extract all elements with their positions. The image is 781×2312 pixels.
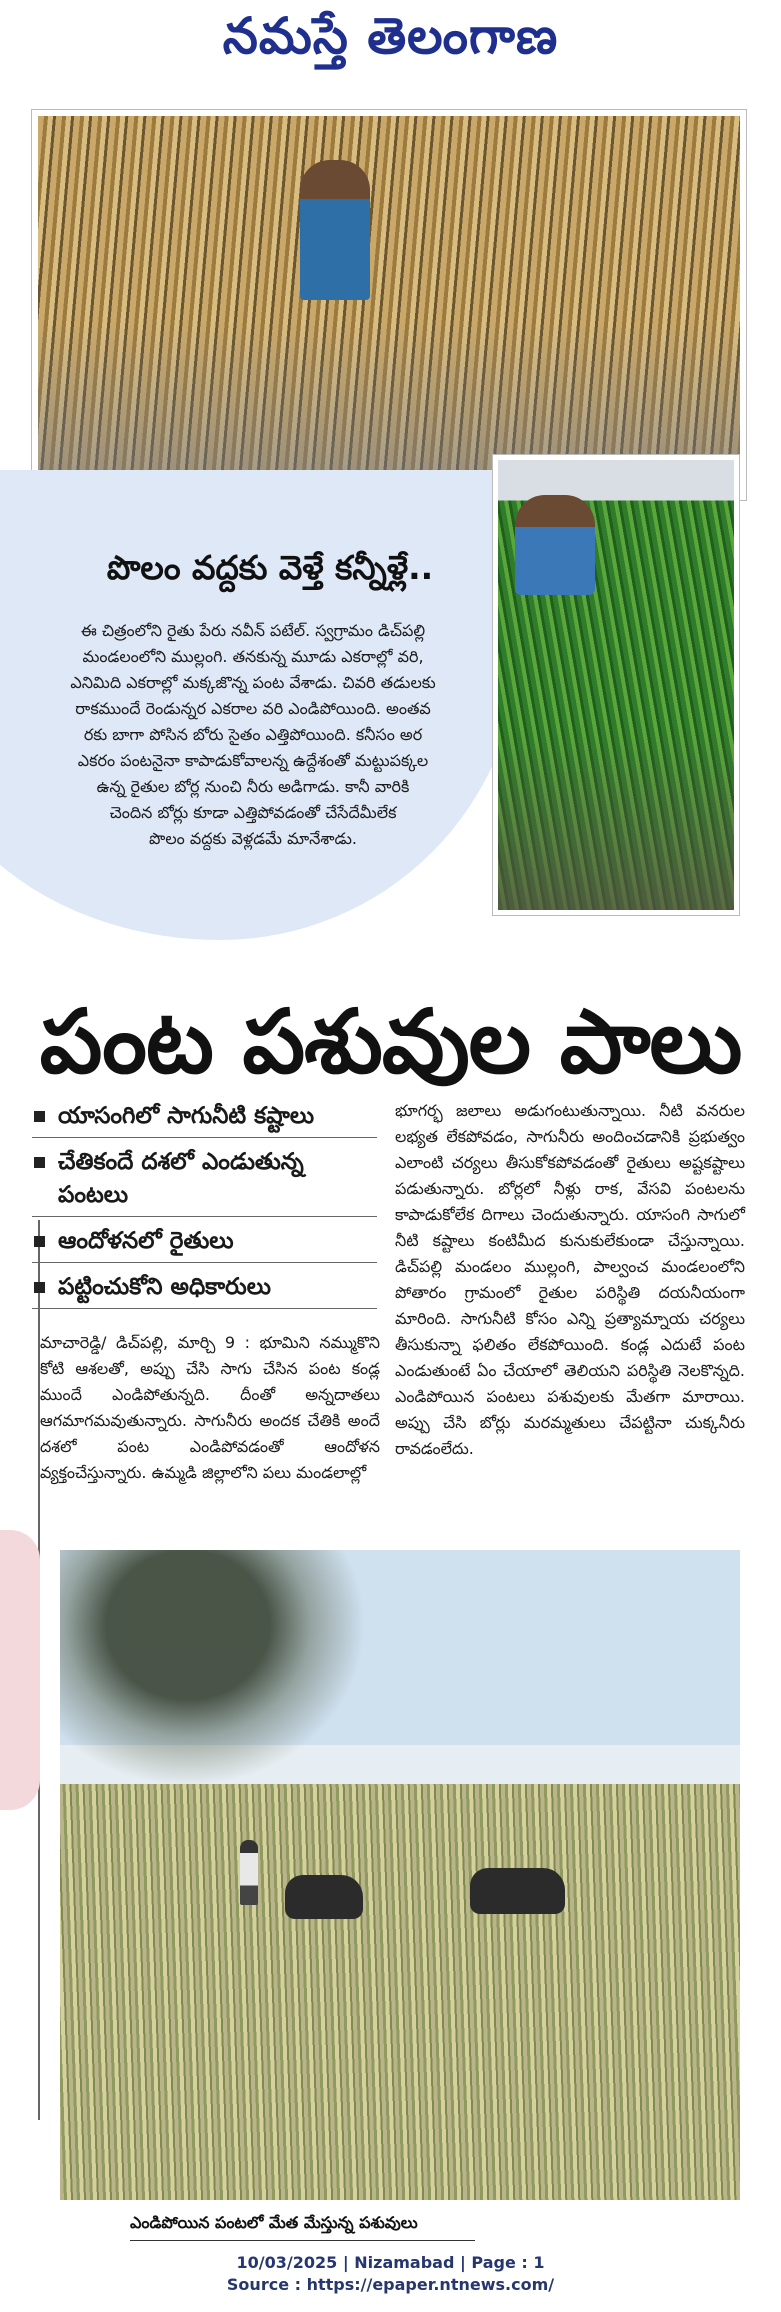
- adjacent-article-photo-edge: [0, 1530, 40, 1810]
- footer-date-edition: 10/03/2025 | Nizamabad | Page : 1: [236, 2253, 545, 2272]
- bullet-text: పట్టించుకోని అధికారులు: [58, 1274, 271, 1300]
- caption-line: పొలం వద్దకు వెళ్లడమే మానేశాడు.: [149, 829, 357, 848]
- square-bullet-icon: [34, 1157, 45, 1168]
- article-column-2: భూగర్భ జలాలు అడుగంటుతున్నాయి. నీటి వనరుల లభ్యత లేకపోవడం, సాగునీరు అందించడానికి ప్రభుత్వం ఎలాంటి చర్యలు తీసుకోకపోవడంతో రైతులు అష్టకష్టాలు పడుతున్నారు. బోర్లలో నీళ్లు రాక, వేసవి పంటలను కాపాడుకోలేక దిగాలు చెందుతున్నారు. యాసంగి సాగులో నీటి కష్టాలు కంటిమీద కునుకులేకుండా చేస్తున్నాయి. డిచ్‌పల్లి మండలం ముల్లంగి, పాల్వంచ మండలంలోని పోతారం గ్రామంలో రైతుల పరిస్థితి దయనీయంగా మారింది. సాగునీటి కోసం ఎన్ని ప్రత్యామ్నాయ చర్యలు తీసుకున్నా ఫలితం లేకపోయింది. కండ్ల ఎదుటే పంట ఎండుతుంటే ఏం చేయాలో తెలియని పరిస్థితి నెలకొన్నది. ఎండిపోయిన పంటలు పశువులకు మేతగా మారాయి. అప్పు చేసి బోర్లు మరమ్మతులు చేపట్టినా చుక్కనీరు రావడంలేదు.: [395, 1101, 745, 1458]
- subcaption-underline: [130, 2240, 475, 2241]
- bullet-item: [32, 1100, 377, 1138]
- caption-line: మండలంలోని ముల్లంగి. తనకున్న మూడు ఎకరాల్లో వరి,: [82, 647, 424, 666]
- tree-silhouette: [60, 1550, 380, 1800]
- caption-line: రాకముందే రెండున్నర ఎకరాల వరి ఎండిపోయింది. అంతవ: [75, 699, 431, 718]
- caption-line: ఈ చిత్రంలోని రైతు పేరు నవీన్ పటేల్. స్వగ్రామం డిచ్‌పల్లి: [80, 621, 426, 640]
- page-footer: [0, 2252, 781, 2296]
- footer-source[interactable]: Source : https://epaper.ntnews.com/: [226, 2275, 555, 2294]
- bullet-item: [32, 1225, 377, 1263]
- square-bullet-icon: [34, 1282, 45, 1293]
- caption-line: ఎకరం పంటనైనా కాపాడుకోవాలన్న ఉద్దేశంతో మట్టుపక్కల: [77, 751, 429, 770]
- caption-line: చెందిన బోర్లు కూడా ఎత్తిపోవడంతో చేసేదేమీలేక: [109, 803, 397, 822]
- photo-caption-heading: పొలం వద్దకు వెళ్తే కన్నీళ్లే..: [106, 548, 434, 587]
- photo-subcaption: ఎండిపోయిన పంటలో మేత మేస్తున్న పశువులు: [130, 2213, 418, 2232]
- photo-caption-body: [18, 618, 488, 852]
- bullet-text: చేతికందే దశలో ఎండుతున్న పంటలు: [58, 1149, 304, 1208]
- farmer-figure-side: [515, 495, 595, 595]
- bullet-item: [32, 1146, 377, 1217]
- caption-line: ఎనిమిది ఎకరాల్లో మక్కజొన్న పంట వేశాడు. చివరి తడులకు: [70, 673, 436, 692]
- bullet-item: [32, 1271, 377, 1309]
- caption-line: రకు బాగా పోసిన బోరు సైతం ఎత్తిపోయింది. కనీసం అర: [83, 725, 423, 744]
- square-bullet-icon: [34, 1111, 45, 1122]
- bullet-text: ఆందోళనలో రైతులు: [58, 1228, 234, 1254]
- farmer-figure: [300, 160, 370, 300]
- buffalo-figure: [285, 1875, 363, 1919]
- bullet-text: యాసంగిలో సాగునీటి కష్టాలు: [58, 1103, 315, 1129]
- square-bullet-icon: [34, 1236, 45, 1247]
- headline: పంట పశువుల పాలు: [39, 990, 742, 1093]
- article-column-1: మాచారెడ్డి/ డిచ్‌పల్లి, మార్చి 9 : భూమిని నమ్ముకొని కోటి ఆశలతో, అప్పు చేసి సాగు చేసిన పంట కండ్ల ముందే ఎండిపోతున్నది. దీంతో అన్నదాతలు ఆగమాగమవుతున్నారు. సాగునీరు అందక చేతికి అందే దశలో పంట ఎండిపోవడంతో ఆందోళన వ్యక్తంచేస్తున్నారు. ఉమ్మడి జిల్లాలోని పలు మండలాల్లో: [40, 1333, 380, 1482]
- caption-line: ఉన్న రైతుల బోర్ల నుంచి నీరు అడిగాడు. కానీ వారికి: [96, 777, 410, 796]
- herdsman-figure: [240, 1840, 258, 1905]
- dried-maize-field-photo: [32, 110, 746, 500]
- buffalo-figure: [470, 1868, 565, 1914]
- masthead-logo: నమస్తే తెలంగాణ: [222, 6, 559, 65]
- highlight-bullets: [32, 1100, 377, 1317]
